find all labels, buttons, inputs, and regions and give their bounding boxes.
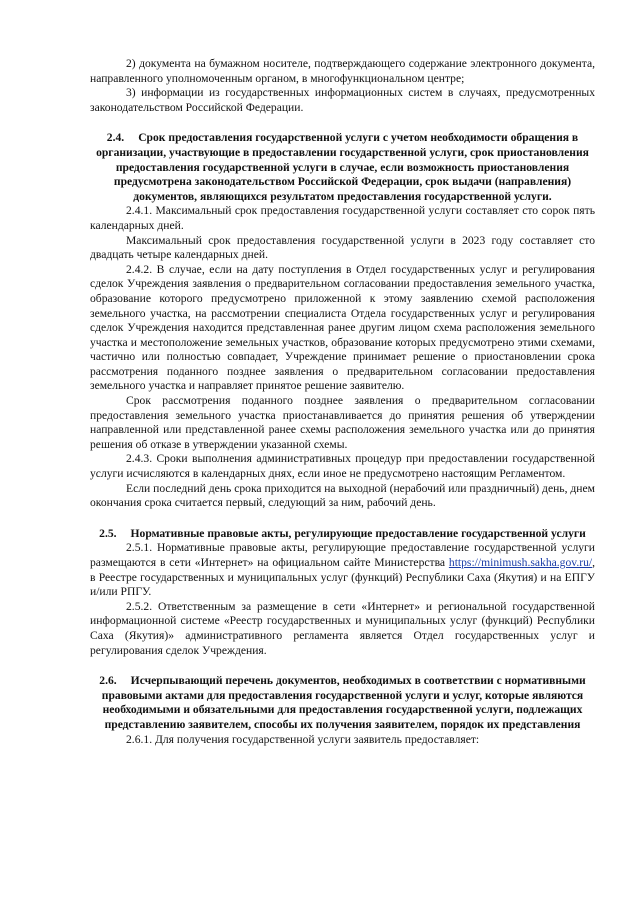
- paragraph-2-4-3-holiday: Если последний день срока приходится на выходной (нерабочий или праздничный) день, днем окончания срока считается первый, следующий за ним, рабочий день.: [90, 481, 595, 510]
- paragraph-item-3: 3) информации из государственных информационных систем в случаях, предусмотренных законодательством Российской Федерации.: [90, 86, 595, 114]
- document-page: [90, 57, 595, 747]
- section-2-6-number: 2.6.: [99, 674, 117, 688]
- section-2-4-title: Срок предоставления государственной услуги с учетом необходимости обращения в организации, участвующие в предоставлении государственной услуги, срок приостановления предоставления государственной услуги в случае, если возможность приостановления предусмотрена законодательством Российской Федерации, срок выдачи (направления) документов, являющихся результатом предоставления государственной услуги.: [96, 131, 589, 203]
- section-2-4-heading: [90, 131, 595, 204]
- section-2-4-number: 2.4.: [106, 131, 125, 145]
- paragraph-2-4-3: 2.4.3. Сроки выполнения административных процедур при предоставлении государственной услуги исчисляются в календарных днях, если иное не предусмотрено настоящим Регламентом.: [90, 452, 595, 481]
- paragraph-2-4-2-suspension: Срок рассмотрения поданного позднее заявления о предварительном согласовании предоставления земельного участка приостанавливается до принятия решения об утверждении направленной или представленной ранее схемы расположения земельного участка или до принятия решения об отказе в утверждении указанной схемы.: [90, 394, 595, 451]
- section-2-6-heading: [90, 674, 595, 732]
- paragraph-2-4-1: 2.4.1. Максимальный срок предоставления государственной услуги составляет сто сорок пять календарных дней.: [90, 204, 595, 232]
- paragraph-2-5-2: 2.5.2. Ответственным за размещение в сети «Интернет» и региональной государственной информационной системе «Реестр государственных и муниципальных услуг (функций) Республики Саха (Якутия)» административного регламента является Отдел государственных услуг и регулирования сделок Учреждения.: [90, 599, 595, 657]
- paragraph-2-6-1: 2.6.1. Для получения государственной услуги заявитель предоставляет:: [126, 732, 480, 746]
- section-2-5-number: 2.5.: [99, 526, 117, 540]
- paragraph-2-4-2: 2.4.2. В случае, если на дату поступления в Отдел государственных услуг и регулирования сделок Учреждения заявления о предварительном согласовании предоставления земельного участка, образование которого предусмотрено приложенной к этому заявлению схемой расположения земельного участка, на рассмотрении специалиста Отдела государственных услуг и регулирования сделок Учреждения находится представленная ранее другим лицом схема расположения земельного участка и местоположение земельных участков, образование которых предусмотрено этими схемами, частично или полностью совпадает, Учреждение принимает решение о приостановлении срока рассмотрения поданного позднее заявления о предварительном согласовании предоставления земельного участка и направляет принятое решение заявителю.: [90, 262, 595, 393]
- paragraph-2-5-1-text-end: , в Реестре государственных и муниципальных услуг (функций) Республики Саха (Якутия) и на ЕПГУ и/или РПГУ.: [90, 556, 595, 599]
- paragraph-2-5-1-text: 2.5.1. Нормативные правовые акты, регулирующие предоставление государственной услуги размещаются в сети «Интернет» на официальном сайте Министерства: [90, 541, 595, 569]
- section-2-5-title: Нормативные правовые акты, регулирующие предоставление государственной услуги: [130, 526, 586, 540]
- paragraph-2-4-1-2023: Максимальный срок предоставления государственной услуги в 2023 году составляет сто двадцать четыре календарных дней.: [90, 233, 595, 262]
- paragraph-item-2: 2) документа на бумажном носителе, подтверждающего содержание электронного документа, направленного уполномоченным органом, в многофункциональном центре;: [90, 57, 595, 85]
- section-2-5-heading: [90, 527, 595, 542]
- ministry-website-link[interactable]: https://minimush.sakha.gov.ru/: [448, 556, 593, 569]
- section-2-6-title: Исчерпывающий перечень документов, необходимых в соответствии с нормативными правовыми актами для предоставления государственной услуги и услуг, которые являются необходимыми и обязательными для предоставления государственной услуги, подлежащих представлению заявителем, способы их получения заявителем, порядок их представления: [101, 674, 586, 731]
- paragraph-2-5-1: [90, 541, 595, 599]
